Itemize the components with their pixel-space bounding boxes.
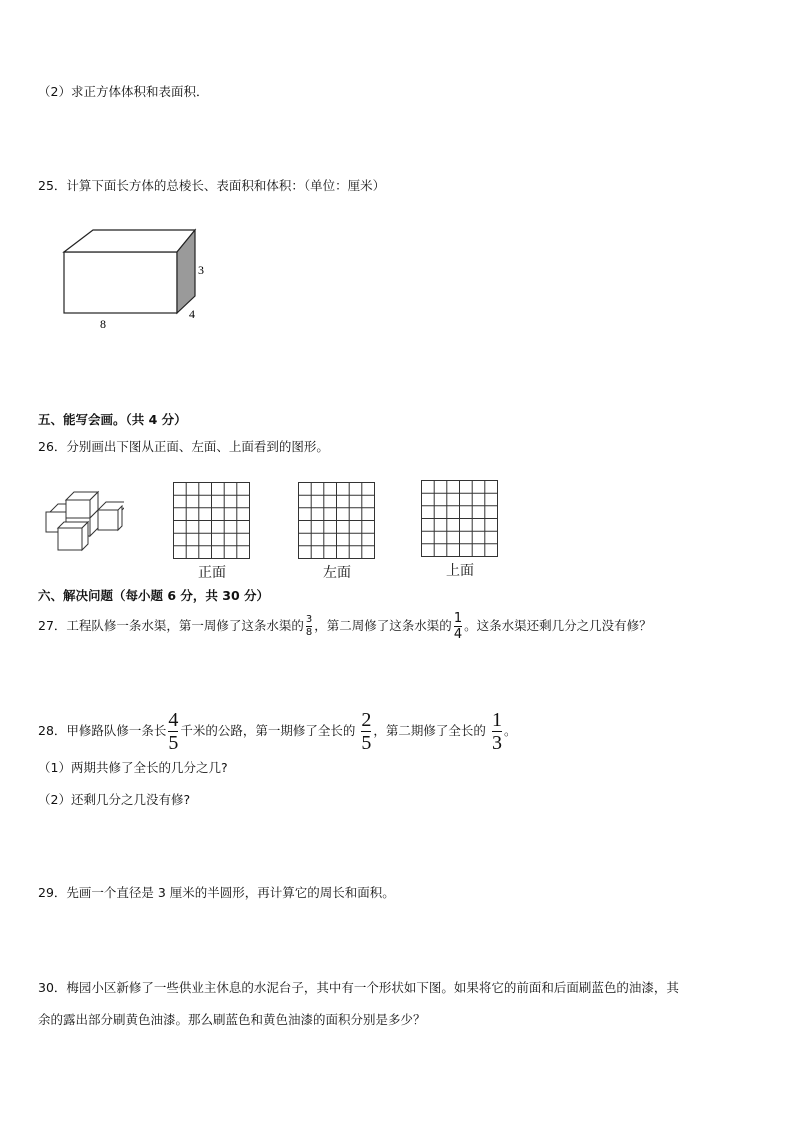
cube-stack-figure	[44, 490, 124, 554]
q27	[38, 612, 652, 641]
section5-title: 五、能写会画。（共 4 分）	[38, 412, 187, 427]
q25-text: 25．计算下面长方体的总棱长、表面积和体积：（单位：厘米）	[38, 178, 386, 193]
q28-fraction-1: $\frac{4}{5}$	[168, 709, 179, 754]
q28-part1: （1）两期共修了全长的几分之几?	[38, 760, 228, 775]
cuboid-top-face	[64, 230, 195, 252]
q28-part2: （2）还剩几分之几没有修?	[38, 792, 191, 807]
grid-front-label: 正面	[198, 566, 226, 581]
grid-left	[298, 482, 375, 559]
q26-text: 26．分别画出下图从正面、左面、上面看到的图形。	[38, 439, 329, 454]
grid-front	[173, 482, 250, 559]
q28	[38, 710, 516, 753]
q28-fraction-2: $\frac{2}{5}$	[361, 709, 372, 754]
q27-fraction-1: $\frac{3}{8}$	[305, 614, 313, 638]
grid-top-label: 上面	[446, 564, 474, 579]
cuboid-width-label: 4	[189, 307, 195, 321]
q28-mid2: ，第二期修了全长的	[373, 723, 486, 738]
q27-post: 。这条水渠还剩几分之几没有修？	[464, 618, 652, 633]
cuboid-length-label: 8	[100, 317, 106, 331]
grid-top	[421, 480, 498, 557]
q24-part2: （2）求正方体体积和表面积．	[38, 84, 209, 99]
q28-fraction-3: $\frac{1}{3}$	[491, 709, 502, 754]
q27-fraction-2: $\frac{1}{4}$	[453, 611, 463, 642]
cuboid-figure	[58, 224, 218, 336]
cuboid-height-label: 3	[198, 263, 204, 277]
q29: 29．先画一个直径是 3 厘米的半圆形，再计算它的周长和面积。	[38, 885, 395, 900]
q27-mid: ，第二周修了这条水渠的	[314, 618, 452, 633]
grid-left-label: 左面	[323, 566, 351, 581]
q30-line2: 余的露出部分刷黄色油漆。那么刷蓝色和黄色油漆的面积分别是多少？	[38, 1012, 426, 1027]
section6-title: 六、解决问题（每小题 6 分，共 30 分）	[38, 588, 270, 603]
q28-post: 。	[503, 723, 517, 738]
q27-pre: 27．工程队修一条水渠，第一周修了这条水渠的	[38, 618, 304, 633]
q28-mid1: 千米的公路，第一期修了全长的	[180, 723, 356, 738]
q30-line1: 30．梅园小区新修了一些供业主休息的水泥台子，其中有一个形状如下图。如果将它的前面和后面刷蓝色的油漆，其	[38, 980, 679, 995]
cuboid-front-face	[64, 252, 177, 313]
q28-pre: 28．甲修路队修一条长	[38, 723, 167, 738]
